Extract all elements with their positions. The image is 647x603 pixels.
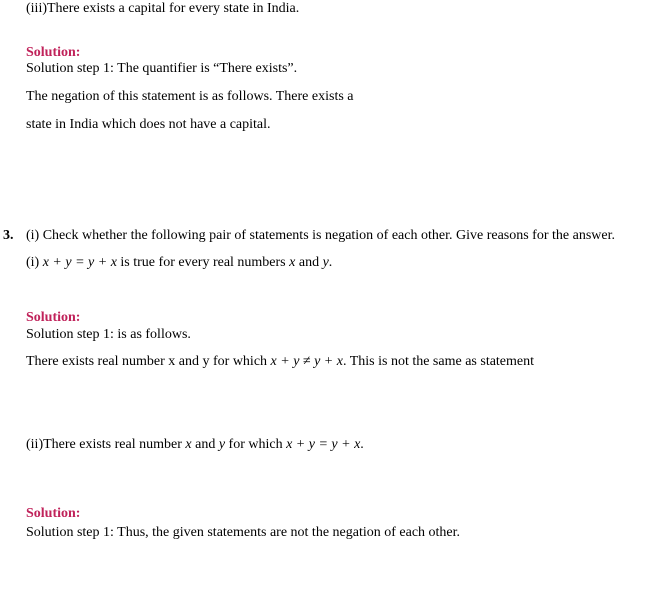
solution-text: There exists real number x and y for which x + y ≠ y + x. This is not the same as statement — [26, 354, 535, 369]
solution-step: Solution step 1: Thus, the given statements are not the negation of each other. — [26, 525, 461, 540]
math-expression: x + y = y + x — [42, 255, 117, 270]
solution-step: Solution step 1: is as follows. — [26, 327, 191, 342]
statement-i: (i) x + y = y + x is true for every real numbers x and y. — [26, 255, 333, 270]
statement-ii: (ii)There exists real number x and y for which x + y = y + x. — [26, 437, 364, 452]
statement-iii: (iii)There exists a capital for every state in India. — [26, 1, 300, 16]
solution-label: Solution: — [26, 45, 81, 60]
math-expression: x + y ≠ y + x — [270, 354, 343, 369]
solution-text: The negation of this statement is as follows. There exists a — [26, 89, 354, 104]
math-expression: x + y = y + x — [286, 437, 361, 452]
solution-label: Solution: — [26, 310, 81, 325]
solution-label: Solution: — [26, 506, 81, 521]
question-text: (i) Check whether the following pair of statements is negation of each other. Give reasons for the answer. — [26, 228, 615, 243]
solution-step: Solution step 1: The quantifier is “There exists”. — [26, 61, 298, 76]
question-number: 3. — [3, 228, 14, 243]
solution-text: state in India which does not have a capital. — [26, 117, 271, 132]
